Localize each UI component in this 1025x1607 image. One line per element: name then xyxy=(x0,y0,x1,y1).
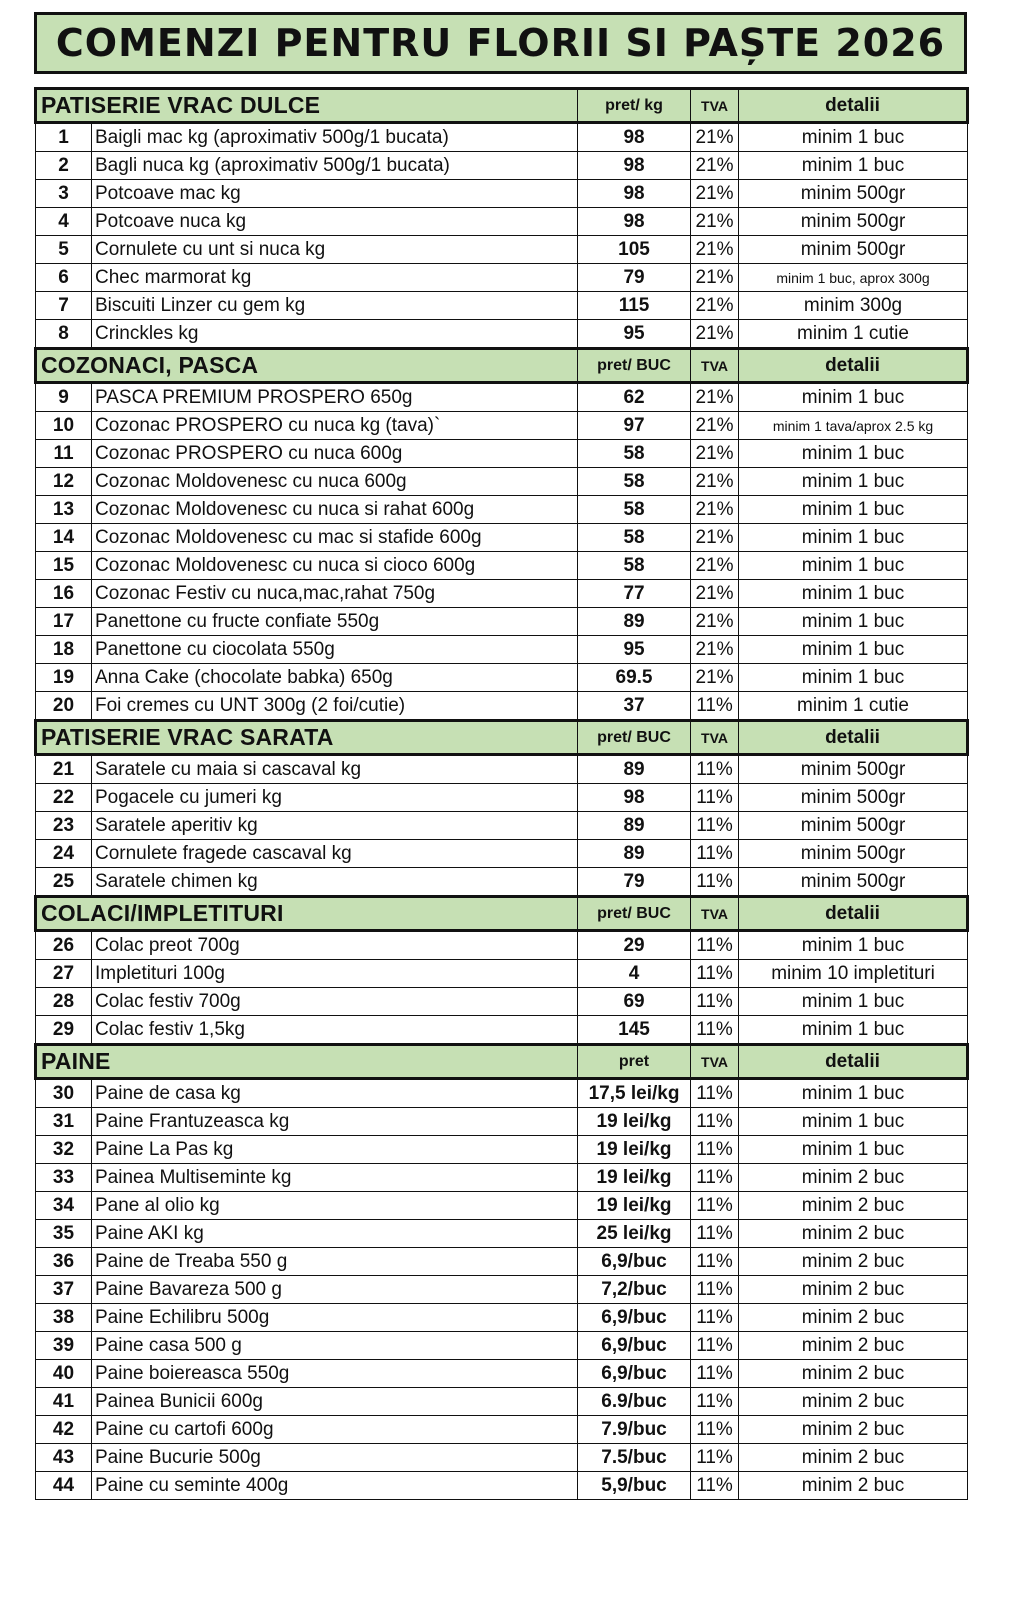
item-name: Pogacele cu jumeri kg xyxy=(92,784,578,812)
item-name: Paine Echilibru 500g xyxy=(92,1304,578,1332)
item-name: Colac preot 700g xyxy=(92,931,578,960)
item-price: 98 xyxy=(578,180,691,208)
item-details: minim 2 buc xyxy=(739,1360,968,1388)
item-tva: 21% xyxy=(691,552,739,580)
item-price: 115 xyxy=(578,292,691,320)
item-number: 39 xyxy=(36,1332,92,1360)
item-price: 58 xyxy=(578,496,691,524)
item-tva: 21% xyxy=(691,468,739,496)
item-tva: 11% xyxy=(691,1304,739,1332)
table-body xyxy=(36,89,968,1500)
item-price: 58 xyxy=(578,524,691,552)
item-price: 79 xyxy=(578,868,691,897)
item-name: Chec marmorat kg xyxy=(92,264,578,292)
table-row xyxy=(36,692,968,721)
section-header xyxy=(36,89,968,123)
item-tva: 11% xyxy=(691,840,739,868)
item-number: 44 xyxy=(36,1472,92,1500)
item-name: Cozonac Festiv cu nuca,mac,rahat 750g xyxy=(92,580,578,608)
item-details: minim 1 buc xyxy=(739,524,968,552)
table-row xyxy=(36,208,968,236)
table-row xyxy=(36,1388,968,1416)
table-row xyxy=(36,1444,968,1472)
item-tva: 11% xyxy=(691,812,739,840)
item-name: PASCA PREMIUM PROSPERO 650g xyxy=(92,383,578,412)
item-name: Colac festiv 1,5kg xyxy=(92,1016,578,1045)
item-tva: 21% xyxy=(691,320,739,349)
tva-column-header: TVA xyxy=(691,349,739,383)
item-tva: 11% xyxy=(691,784,739,812)
item-tva: 11% xyxy=(691,1079,739,1108)
item-name: Paine Bavareza 500 g xyxy=(92,1276,578,1304)
item-number: 25 xyxy=(36,868,92,897)
item-price: 89 xyxy=(578,840,691,868)
item-number: 6 xyxy=(36,264,92,292)
item-price: 6,9/buc xyxy=(578,1248,691,1276)
item-details: minim 500gr xyxy=(739,840,968,868)
item-tva: 11% xyxy=(691,1360,739,1388)
item-number: 33 xyxy=(36,1164,92,1192)
item-number: 43 xyxy=(36,1444,92,1472)
item-name: Foi cremes cu UNT 300g (2 foi/cutie) xyxy=(92,692,578,721)
item-price: 89 xyxy=(578,608,691,636)
item-number: 14 xyxy=(36,524,92,552)
item-tva: 21% xyxy=(691,292,739,320)
item-name: Panettone cu fructe confiate 550g xyxy=(92,608,578,636)
table-row xyxy=(36,636,968,664)
item-tva: 11% xyxy=(691,868,739,897)
item-tva: 21% xyxy=(691,180,739,208)
item-price: 19 lei/kg xyxy=(578,1136,691,1164)
item-price: 77 xyxy=(578,580,691,608)
section-title: PATISERIE VRAC SARATA xyxy=(36,721,578,755)
item-name: Biscuiti Linzer cu gem kg xyxy=(92,292,578,320)
item-price: 6,9/buc xyxy=(578,1332,691,1360)
item-number: 9 xyxy=(36,383,92,412)
item-price: 98 xyxy=(578,152,691,180)
item-details: minim 2 buc xyxy=(739,1220,968,1248)
item-price: 7.9/buc xyxy=(578,1416,691,1444)
item-tva: 11% xyxy=(691,1016,739,1045)
item-number: 1 xyxy=(36,123,92,152)
item-name: Cozonac Moldovenesc cu mac si stafide 600g xyxy=(92,524,578,552)
item-price: 69.5 xyxy=(578,664,691,692)
item-tva: 11% xyxy=(691,1220,739,1248)
table-row xyxy=(36,412,968,440)
item-details: minim 1 buc xyxy=(739,383,968,412)
table-row xyxy=(36,552,968,580)
item-details: minim 2 buc xyxy=(739,1192,968,1220)
table-row xyxy=(36,383,968,412)
item-name: Pane al olio kg xyxy=(92,1192,578,1220)
item-number: 20 xyxy=(36,692,92,721)
item-name: Impletituri 100g xyxy=(92,960,578,988)
item-name: Paine cu seminte 400g xyxy=(92,1472,578,1500)
details-column-header: detalii xyxy=(739,1045,968,1079)
item-name: Saratele aperitiv kg xyxy=(92,812,578,840)
item-details: minim 1 tava/aprox 2.5 kg xyxy=(739,412,968,440)
item-tva: 21% xyxy=(691,152,739,180)
table-row xyxy=(36,440,968,468)
item-number: 2 xyxy=(36,152,92,180)
item-price: 95 xyxy=(578,320,691,349)
item-name: Saratele cu maia si cascaval kg xyxy=(92,755,578,784)
item-details: minim 2 buc xyxy=(739,1444,968,1472)
table-row xyxy=(36,784,968,812)
item-number: 31 xyxy=(36,1108,92,1136)
item-number: 17 xyxy=(36,608,92,636)
table-row xyxy=(36,320,968,349)
item-number: 18 xyxy=(36,636,92,664)
item-number: 3 xyxy=(36,180,92,208)
item-name: Baigli mac kg (aproximativ 500g/1 bucata) xyxy=(92,123,578,152)
table-row xyxy=(36,1136,968,1164)
item-details: minim 500gr xyxy=(739,180,968,208)
item-number: 32 xyxy=(36,1136,92,1164)
table-row xyxy=(36,468,968,496)
item-price: 6.9/buc xyxy=(578,1388,691,1416)
item-number: 11 xyxy=(36,440,92,468)
tva-column-header: TVA xyxy=(691,89,739,123)
item-details: minim 1 cutie xyxy=(739,692,968,721)
item-price: 7,2/buc xyxy=(578,1276,691,1304)
item-tva: 21% xyxy=(691,664,739,692)
item-number: 23 xyxy=(36,812,92,840)
item-name: Cornulete fragede cascaval kg xyxy=(92,840,578,868)
item-price: 4 xyxy=(578,960,691,988)
item-tva: 11% xyxy=(691,1472,739,1500)
item-number: 42 xyxy=(36,1416,92,1444)
item-details: minim 500gr xyxy=(739,784,968,812)
item-tva: 21% xyxy=(691,636,739,664)
item-number: 19 xyxy=(36,664,92,692)
table-row xyxy=(36,1248,968,1276)
item-tva: 11% xyxy=(691,1416,739,1444)
section-title: COLACI/IMPLETITURI xyxy=(36,897,578,931)
item-price: 105 xyxy=(578,236,691,264)
item-name: Bagli nuca kg (aproximativ 500g/1 bucata) xyxy=(92,152,578,180)
item-tva: 11% xyxy=(691,1164,739,1192)
item-price: 58 xyxy=(578,468,691,496)
item-number: 13 xyxy=(36,496,92,524)
item-details: minim 2 buc xyxy=(739,1416,968,1444)
table-row xyxy=(36,988,968,1016)
item-price: 58 xyxy=(578,552,691,580)
item-tva: 11% xyxy=(691,1108,739,1136)
item-name: Anna Cake (chocolate babka) 650g xyxy=(92,664,578,692)
item-price: 25 lei/kg xyxy=(578,1220,691,1248)
item-details: minim 1 buc xyxy=(739,1136,968,1164)
item-price: 89 xyxy=(578,812,691,840)
item-name: Potcoave nuca kg xyxy=(92,208,578,236)
item-name: Cornulete cu unt si nuca kg xyxy=(92,236,578,264)
item-name: Crinckles kg xyxy=(92,320,578,349)
price-column-header: pret/ BUC xyxy=(578,349,691,383)
item-name: Cozonac Moldovenesc cu nuca si rahat 600g xyxy=(92,496,578,524)
section-header xyxy=(36,721,968,755)
tva-column-header: TVA xyxy=(691,897,739,931)
item-tva: 21% xyxy=(691,412,739,440)
item-details: minim 2 buc xyxy=(739,1276,968,1304)
item-details: minim 2 buc xyxy=(739,1164,968,1192)
item-name: Paine Frantuzeasca kg xyxy=(92,1108,578,1136)
section-title: PATISERIE VRAC DULCE xyxy=(36,89,578,123)
item-number: 10 xyxy=(36,412,92,440)
item-tva: 21% xyxy=(691,608,739,636)
item-name: Paine de casa kg xyxy=(92,1079,578,1108)
item-details: minim 1 buc xyxy=(739,152,968,180)
item-name: Paine boiereasca 550g xyxy=(92,1360,578,1388)
item-name: Painea Bunicii 600g xyxy=(92,1388,578,1416)
table-row xyxy=(36,1276,968,1304)
item-tva: 11% xyxy=(691,1332,739,1360)
item-details: minim 1 buc xyxy=(739,552,968,580)
item-number: 27 xyxy=(36,960,92,988)
section-header xyxy=(36,349,968,383)
item-number: 28 xyxy=(36,988,92,1016)
table-row xyxy=(36,264,968,292)
table-row xyxy=(36,1108,968,1136)
item-details: minim 1 buc xyxy=(739,664,968,692)
table-row xyxy=(36,292,968,320)
item-price: 69 xyxy=(578,988,691,1016)
table-row xyxy=(36,868,968,897)
item-name: Paine La Pas kg xyxy=(92,1136,578,1164)
item-price: 98 xyxy=(578,784,691,812)
item-details: minim 1 buc xyxy=(739,468,968,496)
item-name: Panettone cu ciocolata 550g xyxy=(92,636,578,664)
item-price: 5,9/buc xyxy=(578,1472,691,1500)
item-number: 22 xyxy=(36,784,92,812)
table-row xyxy=(36,236,968,264)
item-tva: 21% xyxy=(691,496,739,524)
item-number: 29 xyxy=(36,1016,92,1045)
item-number: 4 xyxy=(36,208,92,236)
item-name: Cozonac Moldovenesc cu nuca 600g xyxy=(92,468,578,496)
section-header xyxy=(36,897,968,931)
page-title: COMENZI PENTRU FLORII SI PAȘTE 2026 xyxy=(34,12,967,74)
item-details: minim 500gr xyxy=(739,868,968,897)
item-details: minim 1 buc xyxy=(739,1016,968,1045)
table-row xyxy=(36,812,968,840)
item-number: 12 xyxy=(36,468,92,496)
item-details: minim 500gr xyxy=(739,208,968,236)
item-details: minim 1 buc xyxy=(739,931,968,960)
item-tva: 11% xyxy=(691,1388,739,1416)
details-column-header: detalii xyxy=(739,721,968,755)
table-row xyxy=(36,1304,968,1332)
price-column-header: pret/ kg xyxy=(578,89,691,123)
table-row xyxy=(36,496,968,524)
item-details: minim 1 buc xyxy=(739,988,968,1016)
item-number: 16 xyxy=(36,580,92,608)
item-price: 98 xyxy=(578,208,691,236)
item-tva: 11% xyxy=(691,755,739,784)
item-name: Paine de Treaba 550 g xyxy=(92,1248,578,1276)
item-details: minim 500gr xyxy=(739,236,968,264)
section-title: PAINE xyxy=(36,1045,578,1079)
item-name: Paine casa 500 g xyxy=(92,1332,578,1360)
item-price: 145 xyxy=(578,1016,691,1045)
item-price: 79 xyxy=(578,264,691,292)
price-table xyxy=(34,87,969,1500)
price-column-header: pret/ BUC xyxy=(578,897,691,931)
item-details: minim 1 buc xyxy=(739,580,968,608)
table-row xyxy=(36,755,968,784)
item-name: Painea Multiseminte kg xyxy=(92,1164,578,1192)
item-price: 6,9/buc xyxy=(578,1360,691,1388)
item-details: minim 2 buc xyxy=(739,1388,968,1416)
item-details: minim 2 buc xyxy=(739,1248,968,1276)
item-tva: 21% xyxy=(691,524,739,552)
item-tva: 11% xyxy=(691,1276,739,1304)
item-price: 58 xyxy=(578,440,691,468)
item-name: Paine cu cartofi 600g xyxy=(92,1416,578,1444)
table-row xyxy=(36,123,968,152)
table-row xyxy=(36,608,968,636)
item-number: 21 xyxy=(36,755,92,784)
table-row xyxy=(36,1220,968,1248)
item-details: minim 1 buc xyxy=(739,1108,968,1136)
table-row xyxy=(36,960,968,988)
item-details: minim 2 buc xyxy=(739,1472,968,1500)
item-tva: 11% xyxy=(691,1136,739,1164)
item-name: Paine Bucurie 500g xyxy=(92,1444,578,1472)
item-price: 95 xyxy=(578,636,691,664)
item-price: 89 xyxy=(578,755,691,784)
price-column-header: pret/ BUC xyxy=(578,721,691,755)
item-number: 26 xyxy=(36,931,92,960)
item-number: 24 xyxy=(36,840,92,868)
item-details: minim 1 buc xyxy=(739,636,968,664)
item-details: minim 2 buc xyxy=(739,1332,968,1360)
item-details: minim 1 buc xyxy=(739,608,968,636)
item-tva: 11% xyxy=(691,1248,739,1276)
item-name: Paine AKI kg xyxy=(92,1220,578,1248)
item-price: 19 lei/kg xyxy=(578,1192,691,1220)
item-price: 98 xyxy=(578,123,691,152)
item-number: 8 xyxy=(36,320,92,349)
item-details: minim 1 buc xyxy=(739,440,968,468)
item-name: Cozonac PROSPERO cu nuca kg (tava)` xyxy=(92,412,578,440)
item-name: Cozonac Moldovenesc cu nuca si cioco 600g xyxy=(92,552,578,580)
item-details: minim 1 buc xyxy=(739,496,968,524)
item-number: 36 xyxy=(36,1248,92,1276)
item-price: 37 xyxy=(578,692,691,721)
item-details: minim 1 cutie xyxy=(739,320,968,349)
item-tva: 11% xyxy=(691,988,739,1016)
item-number: 38 xyxy=(36,1304,92,1332)
table-row xyxy=(36,1416,968,1444)
item-number: 5 xyxy=(36,236,92,264)
item-tva: 21% xyxy=(691,123,739,152)
item-details: minim 1 buc, aprox 300g xyxy=(739,264,968,292)
item-price: 6,9/buc xyxy=(578,1304,691,1332)
item-details: minim 1 buc xyxy=(739,123,968,152)
item-name: Cozonac PROSPERO cu nuca 600g xyxy=(92,440,578,468)
item-details: minim 10 impletituri xyxy=(739,960,968,988)
item-tva: 11% xyxy=(691,1444,739,1472)
item-price: 7.5/buc xyxy=(578,1444,691,1472)
item-number: 7 xyxy=(36,292,92,320)
price-column-header: pret xyxy=(578,1045,691,1079)
item-details: minim 300g xyxy=(739,292,968,320)
item-name: Colac festiv 700g xyxy=(92,988,578,1016)
table-row xyxy=(36,1079,968,1108)
tva-column-header: TVA xyxy=(691,721,739,755)
item-tva: 21% xyxy=(691,383,739,412)
item-price: 97 xyxy=(578,412,691,440)
item-price: 62 xyxy=(578,383,691,412)
item-number: 15 xyxy=(36,552,92,580)
table-row xyxy=(36,1192,968,1220)
item-tva: 21% xyxy=(691,208,739,236)
tva-column-header: TVA xyxy=(691,1045,739,1079)
details-column-header: detalii xyxy=(739,349,968,383)
item-number: 40 xyxy=(36,1360,92,1388)
item-name: Potcoave mac kg xyxy=(92,180,578,208)
table-row xyxy=(36,1472,968,1500)
item-price: 19 lei/kg xyxy=(578,1164,691,1192)
item-tva: 11% xyxy=(691,692,739,721)
table-row xyxy=(36,180,968,208)
details-column-header: detalii xyxy=(739,897,968,931)
item-name: Saratele chimen kg xyxy=(92,868,578,897)
section-title: COZONACI, PASCA xyxy=(36,349,578,383)
item-number: 41 xyxy=(36,1388,92,1416)
item-tva: 11% xyxy=(691,1192,739,1220)
item-number: 34 xyxy=(36,1192,92,1220)
details-column-header: detalii xyxy=(739,89,968,123)
item-tva: 21% xyxy=(691,236,739,264)
item-number: 30 xyxy=(36,1079,92,1108)
item-tva: 11% xyxy=(691,931,739,960)
item-tva: 11% xyxy=(691,960,739,988)
item-details: minim 1 buc xyxy=(739,1079,968,1108)
item-tva: 21% xyxy=(691,264,739,292)
item-price: 19 lei/kg xyxy=(578,1108,691,1136)
item-number: 37 xyxy=(36,1276,92,1304)
table-row xyxy=(36,1332,968,1360)
item-tva: 21% xyxy=(691,580,739,608)
table-row xyxy=(36,152,968,180)
item-price: 29 xyxy=(578,931,691,960)
table-row xyxy=(36,664,968,692)
table-row xyxy=(36,1016,968,1045)
item-price: 17,5 lei/kg xyxy=(578,1079,691,1108)
table-row xyxy=(36,1360,968,1388)
item-details: minim 500gr xyxy=(739,812,968,840)
item-number: 35 xyxy=(36,1220,92,1248)
table-row xyxy=(36,524,968,552)
item-details: minim 500gr xyxy=(739,755,968,784)
item-tva: 21% xyxy=(691,440,739,468)
table-row xyxy=(36,1164,968,1192)
table-row xyxy=(36,580,968,608)
table-row xyxy=(36,840,968,868)
table-row xyxy=(36,931,968,960)
section-header xyxy=(36,1045,968,1079)
item-details: minim 2 buc xyxy=(739,1304,968,1332)
